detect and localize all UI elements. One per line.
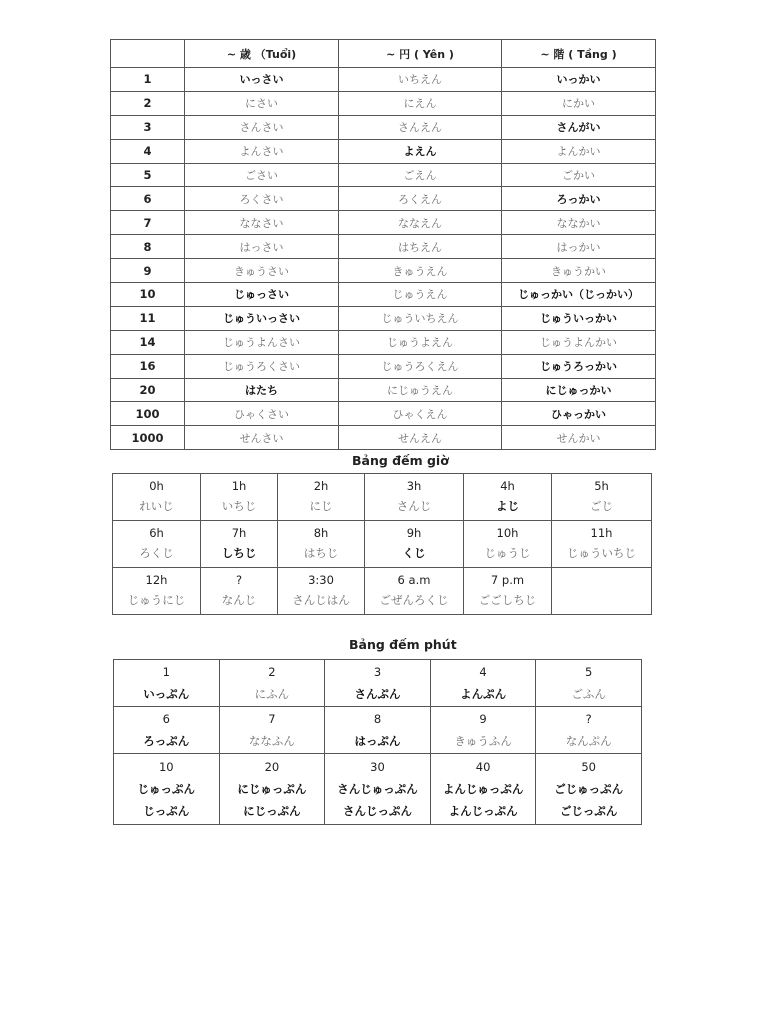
table-row — [111, 354, 656, 378]
age-reading-cell: はたち — [185, 378, 339, 402]
header-yen: ~ 円 ( Yên ) — [339, 40, 502, 68]
minute-value: 40 — [475, 760, 491, 774]
minute-value: 6 — [162, 712, 170, 726]
floor-reading-cell: ごかい — [502, 163, 656, 187]
header-floor: ~ 階 ( Tầng ) — [502, 40, 656, 68]
hour-cell — [278, 568, 365, 615]
table-row — [111, 187, 656, 211]
floor-reading-cell: じゅっかい（じっかい） — [502, 283, 656, 307]
minutes-table — [113, 659, 642, 825]
hour-value: 7h — [231, 526, 247, 540]
minute-cell — [430, 660, 536, 707]
minute-reading: はっぷん — [354, 734, 401, 748]
table-row — [111, 139, 656, 163]
minute-reading: なんぷん — [565, 734, 612, 748]
age-reading-cell: さんさい — [185, 115, 339, 139]
number-cell: 1000 — [111, 426, 185, 450]
hour-value: 12h — [145, 573, 168, 587]
table-row — [111, 283, 656, 307]
yen-reading-cell: せんえん — [339, 426, 502, 450]
hours-row — [113, 474, 652, 521]
hour-value: 4h — [500, 479, 515, 493]
minute-cell — [114, 754, 220, 825]
minute-cell — [430, 754, 536, 825]
hour-value: 6 a.m — [397, 573, 431, 587]
number-cell: 8 — [111, 235, 185, 259]
table-row — [111, 306, 656, 330]
table-row — [111, 378, 656, 402]
table-row — [111, 330, 656, 354]
age-reading-cell: ごさい — [185, 163, 339, 187]
floor-reading-cell: ななかい — [502, 211, 656, 235]
age-reading-cell: ななさい — [185, 211, 339, 235]
number-cell: 14 — [111, 330, 185, 354]
hour-reading: じゅうにじ — [127, 593, 186, 607]
hour-reading: くじ — [402, 546, 426, 560]
floor-reading-cell: じゅういっかい — [502, 306, 656, 330]
minute-value: 1 — [162, 665, 170, 679]
yen-reading-cell: じゅうろくえん — [339, 354, 502, 378]
yen-reading-cell: ごえん — [339, 163, 502, 187]
minute-cell — [325, 707, 431, 754]
hour-cell — [464, 521, 552, 568]
minute-value: 50 — [581, 760, 596, 774]
hour-value: 2h — [313, 479, 329, 493]
minute-reading: きゅうふん — [454, 734, 512, 748]
minute-value: 2 — [268, 665, 276, 679]
hour-reading: さんじはん — [292, 593, 350, 607]
hour-value: 7 p.m — [490, 573, 525, 587]
floor-reading-cell: ろっかい — [502, 187, 656, 211]
hour-value: ? — [235, 573, 243, 587]
hour-cell — [201, 474, 278, 521]
minute-reading: よんじゅっぷん — [442, 782, 524, 796]
header-age: ~ 歳 （Tuổi) — [185, 40, 339, 68]
hour-value: 5h — [594, 479, 609, 493]
floor-reading-cell: じゅうろっかい — [502, 354, 656, 378]
minute-reading: よんぷん — [460, 687, 507, 701]
hour-reading: しちじ — [221, 546, 257, 560]
age-reading-cell: じゅうよんさい — [185, 330, 339, 354]
minute-cell — [325, 754, 431, 825]
hour-cell — [552, 568, 652, 615]
minute-reading: いっぷん — [143, 687, 190, 701]
age-reading-cell: じゅういっさい — [185, 306, 339, 330]
floor-reading-cell: にじゅっかい — [502, 378, 656, 402]
age-reading-cell: じゅうろくさい — [185, 354, 339, 378]
yen-reading-cell: はちえん — [339, 235, 502, 259]
number-cell: 1 — [111, 68, 185, 92]
yen-reading-cell: きゅうえん — [339, 259, 502, 283]
minute-value: 20 — [264, 760, 280, 774]
hour-cell — [113, 521, 201, 568]
hour-cell — [464, 568, 552, 615]
minute-reading: にふん — [254, 687, 290, 701]
age-reading-cell: きゅうさい — [185, 259, 339, 283]
hour-cell — [201, 568, 278, 615]
number-cell: 7 — [111, 211, 185, 235]
minute-reading: じゅっぷん — [137, 782, 196, 796]
hours-row — [113, 568, 652, 615]
minute-cell — [114, 660, 220, 707]
hour-value: 3:30 — [308, 573, 334, 587]
hour-value: 10h — [496, 526, 519, 540]
hours-row — [113, 521, 652, 568]
hour-cell — [278, 521, 365, 568]
hour-cell — [365, 474, 464, 521]
minutes-table-title: Bảng đếm phút — [349, 637, 457, 652]
age-reading-cell: じゅっさい — [185, 283, 339, 307]
table-row — [111, 235, 656, 259]
floor-reading-cell: せんかい — [502, 426, 656, 450]
minutes-row — [114, 660, 642, 707]
number-cell: 3 — [111, 115, 185, 139]
number-cell: 11 — [111, 306, 185, 330]
hour-value: 3h — [406, 479, 422, 493]
table-row — [111, 426, 656, 450]
minute-reading: よんじっぷん — [448, 804, 518, 818]
number-cell: 4 — [111, 139, 185, 163]
hour-value: 1h — [231, 479, 247, 493]
table-row — [111, 402, 656, 426]
floor-reading-cell: にかい — [502, 91, 656, 115]
number-cell: 5 — [111, 163, 185, 187]
minute-value: 8 — [373, 712, 382, 726]
minute-reading: さんぷん — [354, 687, 401, 701]
hour-cell — [113, 474, 201, 521]
hour-value: 11h — [590, 526, 613, 540]
minute-value: 5 — [585, 665, 593, 679]
age-reading-cell: せんさい — [185, 426, 339, 450]
hour-value: 6h — [149, 526, 164, 540]
hour-value: 0h — [149, 479, 164, 493]
minute-value: 3 — [373, 665, 382, 679]
yen-reading-cell: にえん — [339, 91, 502, 115]
hour-reading: さんじ — [396, 499, 432, 513]
hour-reading: じゅういちじ — [567, 546, 636, 560]
minute-reading: ななふん — [248, 734, 295, 748]
minute-cell — [536, 660, 642, 707]
minute-value: 7 — [268, 712, 276, 726]
table-row — [111, 259, 656, 283]
minute-value: ? — [585, 712, 592, 726]
floor-reading-cell: はっかい — [502, 235, 656, 259]
age-reading-cell: ひゃくさい — [185, 402, 339, 426]
yen-reading-cell: じゅうよえん — [339, 330, 502, 354]
hour-value: 8h — [313, 526, 329, 540]
table-row — [111, 163, 656, 187]
yen-reading-cell: さんえん — [339, 115, 502, 139]
number-cell: 16 — [111, 354, 185, 378]
minutes-row — [114, 754, 642, 825]
minute-reading: ごふん — [571, 687, 606, 701]
hour-reading: よじ — [496, 499, 519, 513]
hour-reading: ごぜんろくじ — [379, 593, 449, 607]
hour-reading: はちじ — [303, 546, 339, 560]
yen-reading-cell: ひゃくえん — [339, 402, 502, 426]
number-cell: 2 — [111, 91, 185, 115]
number-cell: 9 — [111, 259, 185, 283]
hours-table — [112, 473, 652, 615]
minute-reading: さんじっぷん — [342, 804, 412, 818]
table-row — [111, 115, 656, 139]
hour-reading: にじ — [309, 499, 333, 513]
minute-reading: じっぷん — [143, 804, 190, 818]
hour-cell — [113, 568, 201, 615]
table-row — [111, 91, 656, 115]
table-row — [111, 68, 656, 92]
age-reading-cell: はっさい — [185, 235, 339, 259]
hour-reading: なんじ — [221, 593, 257, 607]
hour-cell — [552, 521, 652, 568]
number-cell: 6 — [111, 187, 185, 211]
floor-reading-cell: きゅうかい — [502, 259, 656, 283]
hour-reading: れいじ — [139, 499, 174, 513]
hour-reading: ごじ — [590, 499, 613, 513]
floor-reading-cell: ひゃっかい — [502, 402, 656, 426]
minute-value: 30 — [370, 760, 385, 774]
minute-reading: ごじっぷん — [559, 804, 618, 818]
hour-cell — [201, 521, 278, 568]
minutes-row — [114, 707, 642, 754]
minute-value: 10 — [158, 760, 174, 774]
header-number — [111, 40, 185, 68]
minute-reading: ろっぷん — [143, 734, 190, 748]
age-reading-cell: いっさい — [185, 68, 339, 92]
floor-reading-cell: いっかい — [502, 68, 656, 92]
minute-cell — [219, 754, 325, 825]
minute-cell — [536, 754, 642, 825]
yen-reading-cell: いちえん — [339, 68, 502, 92]
number-cell: 10 — [111, 283, 185, 307]
hour-reading: じゅうじ — [484, 546, 531, 560]
hour-cell — [365, 568, 464, 615]
minute-cell — [325, 660, 431, 707]
floor-reading-cell: じゅうよんかい — [502, 330, 656, 354]
hours-table-title: Bảng đếm giờ — [352, 453, 449, 468]
minute-cell — [536, 707, 642, 754]
minute-reading: にじゅっぷん — [237, 782, 307, 796]
age-reading-cell: よんさい — [185, 139, 339, 163]
age-reading-cell: にさい — [185, 91, 339, 115]
yen-reading-cell: じゅうえん — [339, 283, 502, 307]
hour-reading: いちじ — [221, 499, 257, 513]
hour-cell — [552, 474, 652, 521]
minute-cell — [219, 660, 325, 707]
minute-cell — [430, 707, 536, 754]
number-cell: 20 — [111, 378, 185, 402]
yen-reading-cell: よえん — [339, 139, 502, 163]
age-reading-cell: ろくさい — [185, 187, 339, 211]
hour-cell — [464, 474, 552, 521]
hour-value: 9h — [406, 526, 422, 540]
yen-reading-cell: じゅういちえん — [339, 306, 502, 330]
minute-reading: さんじゅっぷん — [337, 782, 418, 796]
minute-value: 4 — [479, 665, 487, 679]
number-cell: 100 — [111, 402, 185, 426]
floor-reading-cell: よんかい — [502, 139, 656, 163]
yen-reading-cell: ななえん — [339, 211, 502, 235]
yen-reading-cell: ろくえん — [339, 187, 502, 211]
hour-cell — [365, 521, 464, 568]
hour-cell — [278, 474, 365, 521]
minute-reading: ごじゅっぷん — [554, 782, 624, 796]
minute-value: 9 — [479, 712, 487, 726]
table-row — [111, 211, 656, 235]
minute-cell — [219, 707, 325, 754]
minute-cell — [114, 707, 220, 754]
hour-reading: ごごしちじ — [478, 593, 537, 607]
minute-reading: にじっぷん — [243, 804, 301, 818]
floor-reading-cell: さんがい — [502, 115, 656, 139]
counter-header-row — [111, 40, 656, 68]
hour-reading: ろくじ — [139, 546, 174, 560]
counter-table — [110, 39, 656, 450]
yen-reading-cell: にじゅうえん — [339, 378, 502, 402]
